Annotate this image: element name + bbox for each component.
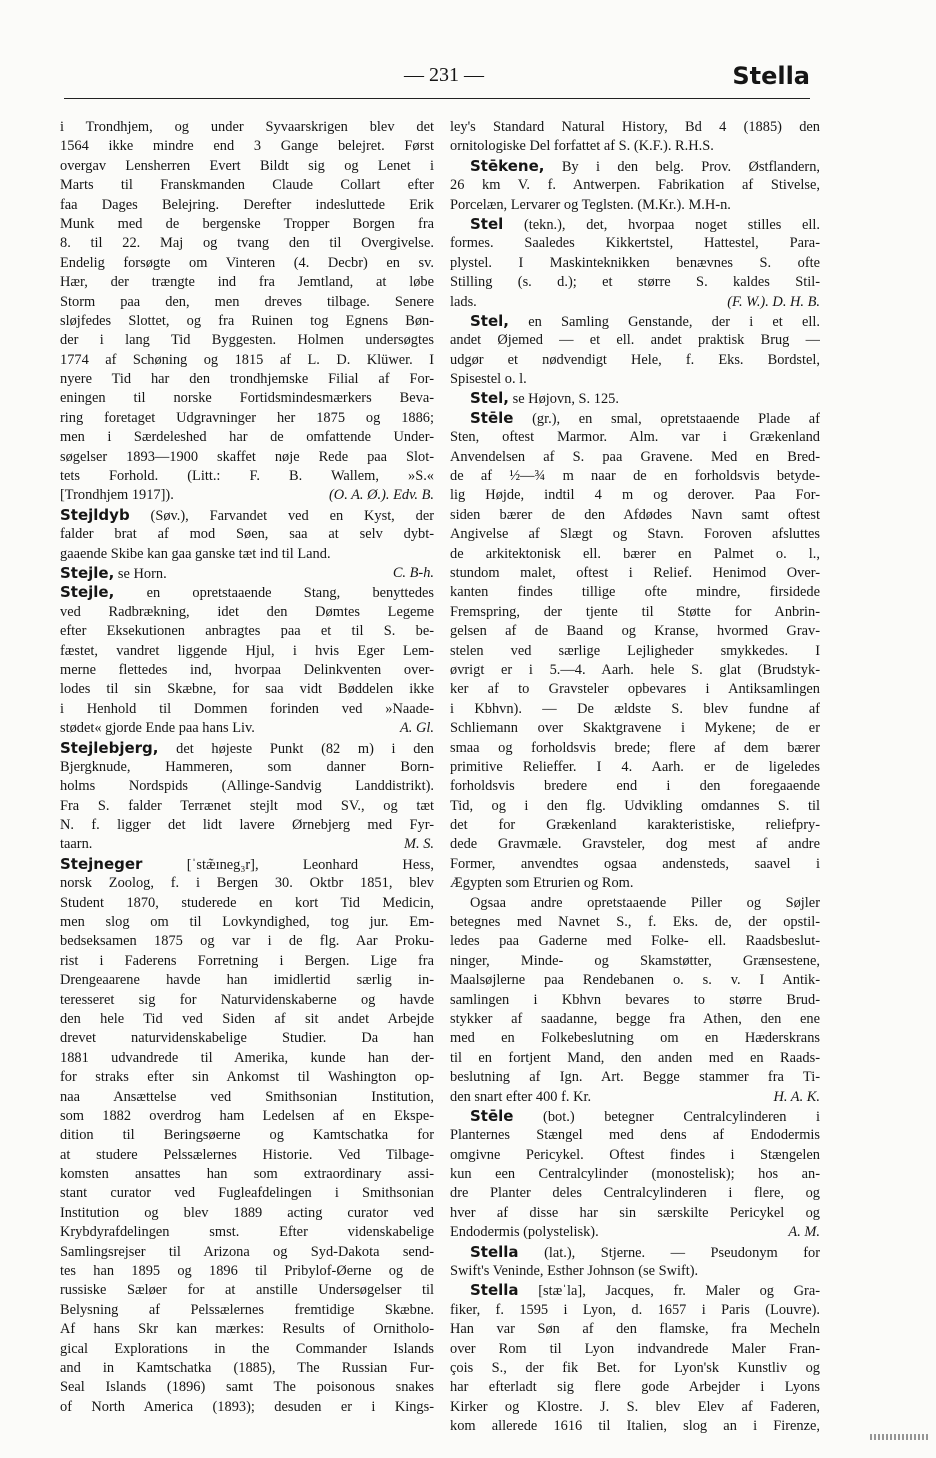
text-line <box>450 351 820 370</box>
line-text: 26 km V. f. Antwerpen. Fabrikation af Stivelse, <box>450 177 820 194</box>
headword: Stella <box>470 1281 519 1300</box>
headword: Stēle <box>470 408 514 427</box>
line-text: dition til Beringsøerne og Kamtschatka for <box>60 1127 434 1144</box>
text-line <box>450 525 820 544</box>
line-text: Angivelse af Slægt og Stavn. Foroven afsluttes <box>450 526 820 543</box>
text-line <box>60 642 434 661</box>
headword: Stejle, <box>60 563 115 582</box>
text-line <box>60 293 434 312</box>
text-line <box>60 545 434 564</box>
text-line <box>60 215 434 234</box>
text-line <box>60 234 434 253</box>
text-line <box>60 351 434 370</box>
headword: Stel <box>470 214 504 233</box>
text-line <box>60 1398 434 1417</box>
running-head: Stella <box>732 62 810 90</box>
text-line <box>60 758 434 777</box>
text-line <box>60 1107 434 1126</box>
line-text: faa Dages Belejring. Derefter indesluttede Erik <box>60 196 434 213</box>
text-line <box>450 1184 820 1203</box>
text-line <box>450 1088 820 1107</box>
text-line <box>60 1049 434 1068</box>
text-line <box>450 661 820 680</box>
text-line <box>450 331 820 350</box>
line-text: hver af disse har sin særskilte Pericykel og <box>450 1204 820 1221</box>
line-text: ornitologiske Del forfattet af S. (K.F.). R.H.S. <box>450 138 714 155</box>
line-text: lig Højde, indtil 4 m og derover. Paa For- <box>450 487 820 504</box>
line-text: ring foretaget Udgravninger her 1875 og 1886; <box>60 409 434 426</box>
right-column <box>450 118 820 1437</box>
text-line <box>60 1204 434 1223</box>
line-text: de arkitektonisk ell. bærer en Palmet o. l., <box>450 545 820 562</box>
line-text: Anvendelsen af S. paa Gravene. Med en Bred- <box>450 448 820 465</box>
line-text: søgelser 1893—1900 skaffet nøje Rede paa Slot- <box>60 448 434 465</box>
author-signature: M. S. <box>404 836 434 853</box>
line-text: (lat.), Stjerne. — Pseudonym for <box>518 1244 820 1261</box>
line-text: stykker af saadanne, begge fra Athen, den ene <box>450 1010 820 1027</box>
line-text: falder brat af mod Søen, saa at selv dybt- <box>60 526 434 543</box>
line-text: Af hans Skr kan mærkes: Results of Ornitholo- <box>60 1321 434 1338</box>
line-text: stant curator ved Fugleafdelingen i Smithsonian <box>60 1185 434 1202</box>
headword: Stejneger <box>60 854 143 873</box>
line-text: kanten findes tillige ofte mindre, firsidede <box>450 584 820 601</box>
text-line <box>450 118 820 137</box>
text-line <box>450 816 820 835</box>
text-line <box>60 816 434 835</box>
text-line <box>60 835 434 854</box>
line-text: med en Folkebeslutning om en Hæderskrans <box>450 1030 820 1047</box>
author-signature: (O. A. Ø.). Edv. B. <box>329 487 434 504</box>
line-text: Ogsaa andre opretstaaende Piller og Søjler <box>470 894 820 911</box>
text-line <box>60 137 434 156</box>
text-line <box>60 797 434 816</box>
text-line <box>60 680 434 699</box>
text-line <box>450 583 820 602</box>
text-line <box>450 1417 820 1436</box>
text-line <box>450 1126 820 1145</box>
text-line <box>450 428 820 447</box>
entry-headword-line <box>60 506 434 525</box>
line-text: Han var Søn af den flamske, fra Mecheln <box>450 1321 820 1338</box>
entry-headword-line <box>450 389 820 408</box>
line-text: Fra S. falder Terrænet stejlt mod SV., og tæt <box>60 797 434 814</box>
line-text: til en fortjent Mand, den anden med en Raads- <box>450 1049 820 1066</box>
line-text: 1564 ikke mindre end 3 Gange belejret. Først <box>60 138 434 155</box>
text-line <box>60 1146 434 1165</box>
text-line <box>450 797 820 816</box>
line-text: sløjfedes Slottet, og fra Ruinen tog Egnens Bøn- <box>60 312 434 329</box>
line-text: øvrigt er i 5.—4. Aarh. hele S. glat (Brudstyk- <box>450 661 820 678</box>
text-line <box>60 1262 434 1281</box>
text-line <box>60 1340 434 1359</box>
text-line <box>60 1359 434 1378</box>
text-line <box>450 137 820 156</box>
line-text: russiske Sæløer for at anstille Undersøgelser til <box>60 1282 434 1299</box>
text-line <box>450 564 820 583</box>
line-text: Swift's Veninde, Esther Johnson (se Swift). <box>450 1263 699 1280</box>
author-signature: A. Gl. <box>400 720 434 737</box>
line-text: for straks efter sin Ankomst til Washington op- <box>60 1069 434 1086</box>
line-text: (tekn.), det, hvorpaa noget stilles ell. <box>503 216 820 233</box>
text-line <box>60 603 434 622</box>
line-text: formes. Saaledes Kikkertstel, Hattestel, Para- <box>450 235 820 252</box>
text-line <box>450 467 820 486</box>
line-text: and in Kamtschatka (1885), The Russian Fur- <box>60 1360 434 1376</box>
entry-headword-line <box>450 312 820 331</box>
line-text: overgav Lensherren Evert Bildt sig og Lenet i <box>60 157 434 174</box>
entry-headword-line <box>60 739 434 758</box>
line-text: Schliemann over Skaktgravene i Mykene; de er <box>450 720 820 737</box>
headword: Stel, <box>470 389 509 408</box>
line-text: Maalsøjlerne paa Rendebanen o. s. v. I Antik- <box>450 972 820 989</box>
text-line <box>60 1320 434 1339</box>
text-line <box>450 719 820 738</box>
line-text: beslutning af Ign. Art. Begge stammer fra Ti- <box>450 1069 820 1086</box>
line-text: Marts til Franskmanden Claude Collart efter <box>60 177 434 194</box>
line-text: Spisestel o. l. <box>450 371 527 388</box>
line-text: Munk med de bergenske Tropper Borgen fra <box>60 215 434 232</box>
entry-headword-line <box>60 583 434 602</box>
text-line <box>450 1146 820 1165</box>
line-text: Endodermis (polystelisk). <box>450 1224 599 1241</box>
text-line <box>60 273 434 292</box>
entry-headword-line <box>450 1107 820 1126</box>
line-text: (bot.) betegner Centralcylinderen i <box>513 1108 820 1125</box>
line-text: teresseret sig for Naturvidenskaberne og havde <box>60 991 434 1008</box>
text-line <box>60 409 434 428</box>
line-text: som 1882 overdrog ham Ledelsen af en Ekspe- <box>60 1107 434 1124</box>
text-line <box>450 1378 820 1397</box>
line-text: kun een Centralcylinder (monostelisk); hos an- <box>450 1166 820 1183</box>
text-line <box>60 254 434 273</box>
text-line <box>60 331 434 350</box>
text-line <box>450 642 820 661</box>
text-line <box>60 486 434 505</box>
line-text: ninger, Minde- og Skamstøtter, Grænsestene, <box>450 952 820 969</box>
headword: Stel, <box>470 311 509 330</box>
text-line <box>60 196 434 215</box>
text-line <box>60 1088 434 1107</box>
line-text: lads. <box>450 293 477 310</box>
line-text: i Henhold til Dommen forinden ved »Naade- <box>60 700 434 717</box>
text-line <box>450 196 820 215</box>
line-text: i Kbhvn). — De ældste S. blev fundne af <box>450 700 820 717</box>
line-text: nyere Tid har den trondhjemske Filial af For- <box>60 371 434 388</box>
text-line <box>450 680 820 699</box>
line-text: eningen til norske Fortidsmindesmærkers Beva- <box>60 390 434 407</box>
line-text: Institution og blev 1889 acting curator ved <box>60 1204 434 1221</box>
text-line <box>450 545 820 564</box>
line-text: samlingen i Kbhvn bevares to større Brud- <box>450 991 820 1008</box>
text-line <box>60 1378 434 1397</box>
author-signature: A. M. <box>788 1224 820 1241</box>
line-text: ved Radbrækning, idet den Dømtes Legeme <box>60 603 434 620</box>
text-line <box>60 370 434 389</box>
entry-headword-line <box>450 1281 820 1300</box>
line-text: of North America (1893); desuden er i Kings- <box>60 1398 434 1415</box>
line-text: Ægypten som Etrurien og Rom. <box>450 875 634 892</box>
line-text: de af ½—¾ m naar de en forholdsvis betyde- <box>450 468 820 485</box>
text-line <box>450 777 820 796</box>
text-line <box>60 661 434 680</box>
text-line <box>450 1359 820 1378</box>
line-text: kom allerede 1616 til Italien, slog an i Firenze, <box>450 1418 820 1435</box>
text-line <box>450 1340 820 1359</box>
line-text: taarn. <box>60 836 93 853</box>
line-text: omgivne Pericykel. Oftest findes i Stængelen <box>450 1146 820 1163</box>
entry-headword-line <box>450 409 820 428</box>
line-text: [ˈstæ̃ɪneg₃r], Leonhard Hess, <box>142 856 434 873</box>
line-text: drevet naturvidenskabelige Studier. Da han <box>60 1030 434 1047</box>
text-line <box>450 370 820 389</box>
scan-mark <box>870 1434 930 1440</box>
line-text: i Trondhjem, og under Syvaarskrigen blev det <box>60 119 434 135</box>
text-line <box>450 293 820 312</box>
line-text: siden bærer de den Afdødes Navn samt oftest <box>450 506 820 523</box>
text-line <box>450 835 820 854</box>
text-line <box>450 855 820 874</box>
line-text: Belysning af Pelssælernes fremtidige Skæbne. <box>60 1301 434 1318</box>
text-line <box>60 1223 434 1242</box>
line-text: (gr.), en smal, opretstaaende Plade af <box>513 410 820 427</box>
text-line <box>60 525 434 544</box>
headword: Stejle, <box>60 583 115 602</box>
text-line <box>450 894 820 913</box>
text-line <box>450 273 820 292</box>
text-line <box>60 1010 434 1029</box>
author-signature: (F. W.). D. H. B. <box>727 293 820 310</box>
text-line <box>450 622 820 641</box>
text-line <box>60 1281 434 1300</box>
line-text: en opretstaaende Stang, benyttedes <box>114 585 434 602</box>
line-text: udgør et nødvendigt Hele, f. Eks. Bordstel, <box>450 351 820 368</box>
text-line <box>60 176 434 195</box>
line-text: (Søv.), Farvandet ved en Kyst, der <box>129 507 434 524</box>
headword: Stejlebjerg, <box>60 738 159 757</box>
line-text: dede Gravmæle. Gravsteler, dog mest af andre <box>450 836 820 853</box>
text-line <box>450 932 820 951</box>
text-line <box>450 1010 820 1029</box>
left-column <box>60 118 434 1417</box>
text-line <box>60 448 434 467</box>
text-line <box>450 1049 820 1068</box>
line-text: dre Planter deles Centralcylinderen i flere, og <box>450 1185 820 1202</box>
text-line <box>60 1126 434 1145</box>
line-text: forholdsvis bredere end i den foregaaende <box>450 778 820 795</box>
line-text: Kirker og Klostre. J. S. blev Elev af Faderen, <box>450 1398 820 1415</box>
line-text: stundom malet, oftest i Relief. Henimod Over- <box>450 564 820 581</box>
text-line <box>450 1165 820 1184</box>
entry-headword-line <box>60 564 434 583</box>
line-text: se Højovn, S. 125. <box>509 391 619 408</box>
line-text: se Horn. <box>114 565 167 582</box>
text-line <box>450 1204 820 1223</box>
text-line <box>450 952 820 971</box>
line-text: fiker, f. 1595 i Lyon, d. 1657 i Paris (Louvre). <box>450 1301 820 1318</box>
line-text: Storm paa den, men dreves tilbage. Senere <box>60 293 434 310</box>
text-line <box>60 467 434 486</box>
line-text: 8. til 22. Maj og tvang den til Overgivelse. <box>60 235 434 252</box>
text-line <box>450 1320 820 1339</box>
line-text: lodes til sin Skæbne, for saa vidt Bøddelen ikke <box>60 681 434 698</box>
author-signature: H. A. K. <box>773 1088 820 1105</box>
line-text: Former, anvendtes ogsaa andensteds, saavel i <box>450 855 820 872</box>
line-text: smaa og forholdsvis brede; flere af dem bærer <box>450 739 820 756</box>
line-text: Porcelæn, Lervarer og Teglsten. (M.Kr.). M.H-n. <box>450 196 731 213</box>
text-line <box>60 118 434 137</box>
text-line <box>450 758 820 777</box>
text-line <box>450 874 820 893</box>
line-text: Stilling (s. d.); et større S. kaldes Stil- <box>450 274 820 291</box>
text-line <box>450 1068 820 1087</box>
entry-headword-line <box>450 1243 820 1262</box>
line-text: det for Grækenland karakteristiske, reliefpry- <box>450 817 820 834</box>
page-number: — 231 — <box>404 64 484 86</box>
line-text: der i lang Tid Byggesten. Holmen undersøgtes <box>60 332 434 349</box>
line-text: stødet« gjorde Ende paa hans Liv. <box>60 720 255 737</box>
entry-headword-line <box>450 157 820 176</box>
line-text: norsk Zoolog, f. i Bergen 30. Oktbr 1851, blev <box>60 875 434 892</box>
line-text: ker af to Gravsteler opbevares i Antiksamlingen <box>450 681 820 698</box>
text-line <box>60 719 434 738</box>
line-text: bedseksamen 1875 og var i de flg. Aar Proku- <box>60 933 434 950</box>
text-line <box>60 932 434 951</box>
text-line <box>60 971 434 990</box>
line-text: gical Explorations in the Commander Islands <box>60 1340 434 1357</box>
line-text: ley's Standard Natural History, Bd 4 (1885) den <box>450 119 820 135</box>
line-text: Seal Islands (1896) samt The poisonous snakes <box>60 1379 434 1396</box>
text-line <box>450 913 820 932</box>
text-line <box>450 234 820 253</box>
headword: Stēkene, <box>470 156 545 175</box>
text-line <box>60 913 434 932</box>
text-line <box>60 1301 434 1320</box>
headword: Stēle <box>470 1106 514 1125</box>
line-text: 1774 af Schøning og 1815 af L. D. Klüwer. I <box>60 351 434 368</box>
headword: Stella <box>470 1242 519 1261</box>
line-text: tets Forhold. (Litt.: F. B. Wallem, »S.« <box>60 468 434 485</box>
text-line <box>60 428 434 447</box>
line-text: har efterladt sig flere gode Arbejder i Lyons <box>450 1379 820 1396</box>
text-line <box>450 603 820 622</box>
text-line <box>60 894 434 913</box>
text-line <box>450 971 820 990</box>
text-line <box>60 389 434 408</box>
line-text: gelsen af de Baand og Kranse, hvormed Grav- <box>450 623 820 640</box>
line-text: tes han 1895 og 1896 til Pribylof-Øerne og de <box>60 1263 434 1280</box>
text-line <box>60 312 434 331</box>
line-text: rist i Faderens Forretning i Bergen. Lige fra <box>60 952 434 969</box>
text-line <box>60 1165 434 1184</box>
text-line <box>450 176 820 195</box>
text-line <box>60 1184 434 1203</box>
text-line <box>60 874 434 893</box>
line-text: Samlingsrejser til Arizona og Syd-Dakota send- <box>60 1243 434 1260</box>
line-text: ledes paa Gaderne med Folke- ell. Raadsbeslut- <box>450 933 820 950</box>
line-text: N. f. ligger det lidt lavere Ørnebjerg med Fyr- <box>60 817 434 834</box>
line-text: fæstet, vandret liggende Hjul, i hvis Eger Lem- <box>60 642 434 659</box>
text-line <box>60 1029 434 1048</box>
text-line <box>450 1223 820 1242</box>
line-text: Krybdyrafdelingen smst. Efter videnskabelige <box>60 1224 434 1241</box>
line-text: gaaende Skibe kan gaa ganske tæt ind til Land. <box>60 545 331 562</box>
line-text: plystel. I Maskinteknikken benævnes S. ofte <box>450 254 820 271</box>
line-text: Bjergknude, Hammeren, som danner Born- <box>60 758 434 775</box>
text-line <box>450 1301 820 1320</box>
line-text: men i Særdeleshed har de omfattende Under- <box>60 429 434 446</box>
text-line <box>60 991 434 1010</box>
line-text: at studere Pelssælernes Historie. Ved Tilbage- <box>60 1146 434 1163</box>
text-line <box>60 1068 434 1087</box>
line-text: det højeste Punkt (82 m) i den <box>158 740 434 757</box>
text-line <box>60 1243 434 1262</box>
line-text: naa Ansættelse ved Smithsonian Institution, <box>60 1088 434 1105</box>
text-line <box>60 622 434 641</box>
line-text: andet Øjemed — et ell. andet praktisk Brug — <box>450 332 820 349</box>
text-line <box>60 157 434 176</box>
text-line <box>450 739 820 758</box>
line-text: betegnes med Navnet S., f. Eks. de, der opstil- <box>450 914 820 931</box>
line-text: den hele Tid ved Siden af sit andet Arbejde <box>60 1010 434 1027</box>
text-line <box>450 506 820 525</box>
line-text: Drengeaarene havde han imidlertid særlig in- <box>60 972 434 989</box>
text-line <box>60 777 434 796</box>
entry-headword-line <box>450 215 820 234</box>
line-text: 1881 udvandrede til Amerika, kunde han der- <box>60 1049 434 1066</box>
text-line <box>450 448 820 467</box>
line-text: primitive Relieffer. I 4. Aarh. er de ligeledes <box>450 758 820 775</box>
text-line <box>450 991 820 1010</box>
text-line <box>450 1029 820 1048</box>
line-text: over Rom til Lyon indvandrede Maler Fran- <box>450 1340 820 1357</box>
line-text: Planternes Stængel med dens af Endodermis <box>450 1127 820 1144</box>
line-text: men slog om til Lovkyndighed, tog jur. Em- <box>60 914 434 931</box>
line-text: holms Nordspids (Allinge-Sandvig Landdistrikt). <box>60 778 434 795</box>
line-text: komsten ansattes han som extraordinary assi- <box>60 1166 434 1183</box>
line-text: çois S., der fik Bet. for Lyon'sk Kunstliv og <box>450 1360 820 1376</box>
line-text: den snart efter 400 f. Kr. <box>450 1088 592 1105</box>
line-text: stelen ved særlige Lejligheder smykkedes. I <box>450 642 820 659</box>
text-line <box>60 952 434 971</box>
line-text: By i den belg. Prov. Østflandern, <box>544 158 820 175</box>
text-line <box>60 700 434 719</box>
line-text: Tid, og i den flg. Udvikling omdannes S. til <box>450 797 820 814</box>
line-text: Student 1870, studerede en kort Tid Medicin, <box>60 894 434 911</box>
entry-headword-line <box>60 855 434 874</box>
headword: Stejldyb <box>60 505 130 524</box>
text-line <box>450 254 820 273</box>
text-line <box>450 700 820 719</box>
author-signature: C. B-h. <box>392 564 434 581</box>
line-text: Sten, oftest Marmor. Alm. var i Grækenland <box>450 429 820 446</box>
line-text: [stæˈla], Jacques, fr. Maler og Gra- <box>518 1283 820 1300</box>
line-text: [Trondhjem 1917]). <box>60 487 174 504</box>
line-text: Fremspring, der tjente til Støtte for Anbrin- <box>450 603 820 620</box>
line-text: Hær, der trængte ind fra Jemtland, at løbe <box>60 274 434 291</box>
line-text: Endelig forsøgte om Vinteren (4. Decbr) en sv. <box>60 254 434 271</box>
line-text: en Samling Genstande, der i et ell. <box>509 313 820 330</box>
line-text: efter Eksekutionen anbragtes paa et til S. be- <box>60 623 434 640</box>
line-text: merne flettedes ind, hvorpaa Delinkventen over- <box>60 661 434 678</box>
text-line <box>450 1398 820 1417</box>
text-line <box>450 1262 820 1281</box>
text-line <box>450 486 820 505</box>
page-header <box>64 62 810 96</box>
header-rule <box>64 98 810 99</box>
